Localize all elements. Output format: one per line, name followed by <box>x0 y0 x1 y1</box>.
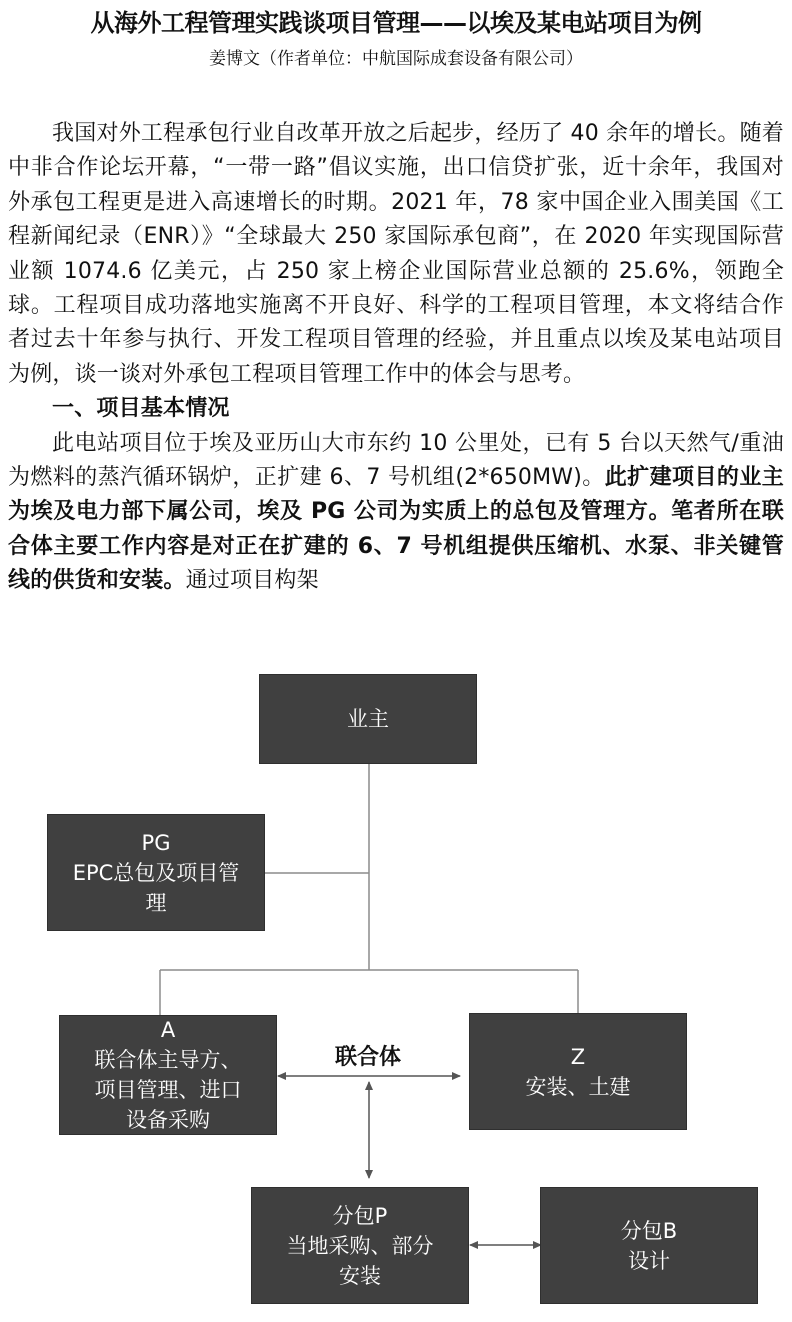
joint-venture-label: 联合体 <box>334 1045 401 1070</box>
subcontractor-p-name: 分包P <box>332 1203 388 1228</box>
owner-label: 业主 <box>347 707 389 731</box>
author-line: 姜博文（作者单位：中航国际成套设备有限公司） <box>209 49 583 69</box>
party-z-role: 安装、土建 <box>525 1074 631 1099</box>
party-a-name: A <box>160 1018 176 1042</box>
pg-box <box>48 815 264 930</box>
paragraph-intro: 我国对外工程承包行业自改革开放之后起步，经历了 40 余年的增长。随着中非合作论坛开幕，“一带一路”倡议实施，出口信贷扩张，近十余年，我国对外承包工程更是进入高速增长的时期。2021 年，78 家中国企业入围美国《工程新闻纪录（ENR）》“全球最大 250 家国际承包商”，在 2020 年实现国际营业额 1074.6 亿美元，占 250 家上榜企业国际营业总额的 25.6%，领跑全球。工程项目成功落地实施离不开良好、科学的工程项目管理，本文将结合作者过去十年参与执行、开发工程项目管理的经验，并且重点以埃及某电站项目为例，谈一谈对外承包工程项目管理工作中的体会与思考。 <box>8 121 784 387</box>
party-a-role-line1: 联合体主导方、 <box>94 1048 242 1072</box>
party-a-role-line3: 设备采购 <box>126 1108 210 1132</box>
owner-box <box>260 675 476 763</box>
pg-role-line1: EPC总包及项目管 <box>72 860 240 885</box>
paragraph-bold-text: 此扩建项目的业主为埃及电力部下属公司，埃及 PG 公司为实质上的总包及管理方。笔者所在联合体主要工作内容是对正在扩建的 6、7 号机组提供压缩机、水泵、非关键管线的供货和安装。 <box>8 465 784 594</box>
paragraph-tail-text: 通过项目构架 <box>185 568 319 594</box>
article-body <box>8 117 784 599</box>
subcontractor-p-role-line1: 当地采购、部分 <box>286 1233 434 1258</box>
subcontractor-b-box <box>541 1188 757 1303</box>
pg-name: PG <box>141 830 171 855</box>
party-z-box <box>470 1014 686 1129</box>
party-a-role-line2: 项目管理、进口 <box>94 1078 242 1102</box>
section-heading: 一、项目基本情况 <box>52 396 230 422</box>
paragraph-normal-text: 此电站项目位于埃及亚历山大市东约 10 公里处，已有 5 台以天然气/重油为燃料的蒸汽循环锅炉，正扩建 6、7 号机组(2*650MW)。 <box>8 430 784 491</box>
article-title: 从海外工程管理实践谈项目管理——以埃及某电站项目为例 <box>90 9 702 37</box>
subcontractor-p-box <box>252 1188 468 1303</box>
paragraph-project-overview <box>8 427 784 599</box>
subcontractor-p-role-line2: 安装 <box>339 1263 381 1288</box>
party-z-name: Z <box>570 1044 586 1069</box>
subcontractor-b-role: 设计 <box>628 1248 670 1273</box>
pg-role-line2: 理 <box>145 890 167 915</box>
party-a-box <box>60 1016 276 1134</box>
subcontractor-b-name: 分包B <box>620 1218 678 1243</box>
